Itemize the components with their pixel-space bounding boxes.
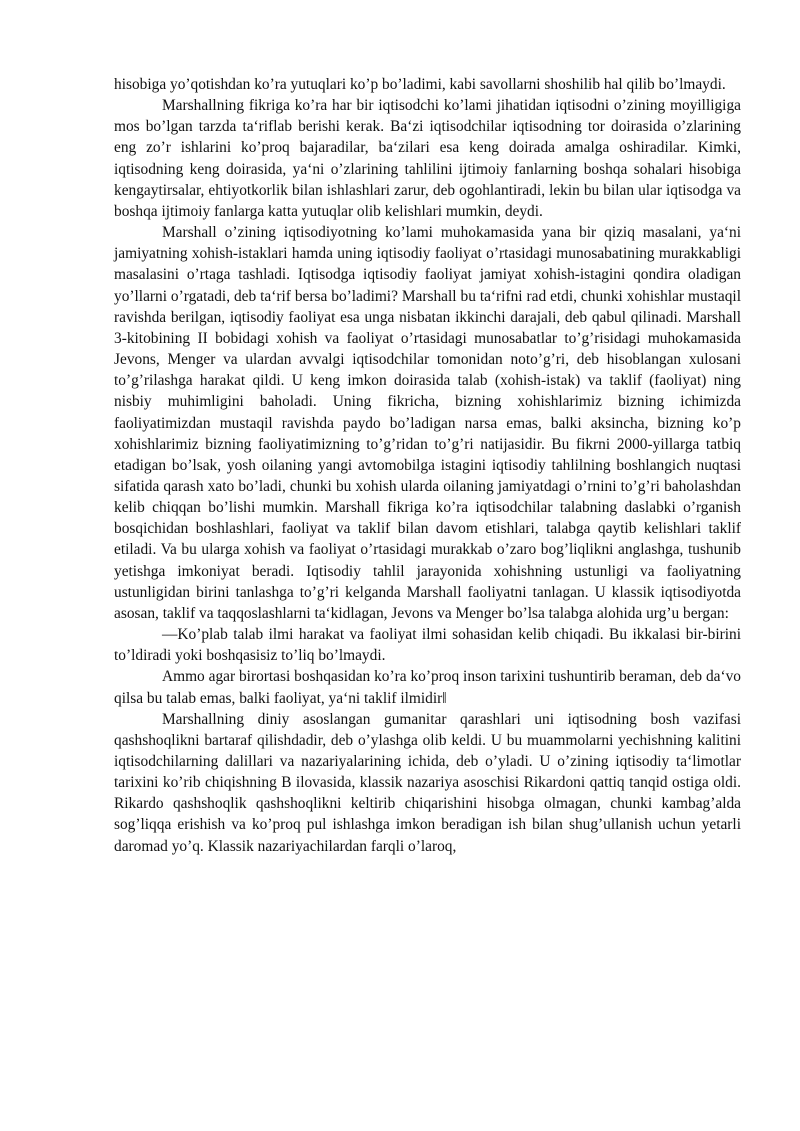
paragraph-continuation: hisobiga yo’qotishdan ko’ra yutuqlari ko’p bo’ladimi, kabi savollarni shoshilib hal qilib bo’lmaydi. [114, 76, 726, 93]
paragraph-wants-activities: Marshall o’zining iqtisodiyotning ko’lami muhokamasida yana bir qiziq masalani, ya‘ni jamiyatning xohish-istaklari hamda uning iqtisodiy faoliyat o’rtasidagi munosabatining murakkabligi masalasini o’rtaga tashladi. Iqtisodga iqtisodiy faoliyat jamiyat xohish-istagini qondira oladigan yo’llarni o’rgatadi, deb ta‘rif bersa bo’ladimi? Marshall bu ta‘rifni rad etdi, chunki xohishlar mustaqil ravishda berilgan, iqtisodiy faoliyat esa unga nisbatan ikkinchi darajali, deb qabul qilinadi. Marshall 3-kitobining II bobidagi xohish va faoliyat o’rtasidagi munosabatlar to’g’risidagi muhokamasida Jevons, Menger va ulardan avvalgi iqtisodchilar tomonidan noto’g’ri, deb hisoblangan xulosani to’g’rilashga harakat qildi. U keng imkon doirasida talab (xohish-istak) va taklif (faoliyat) ning nisbiy muhimligini baholadi. Uning fikricha, bizning xohishlarimiz bizning ichimizda faoliyatimizdan mustaqil ravishda paydo bo’ladigan narsa emas, balki aksincha, bizning ko’p xohishlarimiz bizning faoliyatimizning to’g’ridan to’g’ri natijasidir. Bu fikrni 2000-yillarga tatbiq etadigan bo’lsak, yosh oilaning yangi avtomobilga istagini iqtisodiy tahlilning boshlangich nuqtasi sifatida qarash xato bo’ladi, chunki bu xohish ularda oilaning jamiyatdagi o’rnini to’g’ri baholashdan kelib chiqqan bo’lishi mumkin. Marshall fikriga ko’ra iqtisodchilar talabning daslabki o’rganish bosqichidan boshlashlari, faoliyat va taklif bilan davom etishlari, talabga qaytib kelishlari taklif etiladi. Va bu ularga xohish va faoliyat o’rtasidagi murakkab o’zaro bog’liqlikni anglashga, tushunib yetishga imkoniyat beradi. Iqtisodiy tahlil jarayonida xohishning ustunligi va faoliyatning ustunligidan birini tanlashga to’g’ri kelganda Marshall faoliyatni tanlagan. U klassik iqtisodiyotda asosan, taklif va taqqoslashlarni ta‘kidlagan, Jevons va Menger bo’lsa talabga alohida urg’u bergan: [114, 224, 741, 622]
paragraph-poverty: Marshallning diniy asoslangan gumanitar qarashlari uni iqtisodning bosh vazifasi qashshoqlikni bartaraf qilishdadir, deb o’ylashga olib keldi. U bu muammolarni yechishning kalitini iqtisodchilarning dalillari va nazariyalarining ichida, deb o’yladi. U o’zining iqtisodiy ta‘limotlar tarixini ko’rib chiqishning B ilovasida, klassik nazariya asoschisi Rikardoni qattiq tanqid ostiga oldi. Rikardo qashshoqlik qashshoqlikni keltirib chiqarishini hisobga olmagan, chunki kambag’alda sog’liqqa erishish va ko’proq pul ishlashga imkon beradigan ish bilan shug’ullanish uchun yetarli daromad yo’q. Klassik nazariyachilardan farqli o’laroq, [114, 710, 741, 855]
document-page [114, 74, 741, 857]
paragraph-quote-continued: Ammo agar birortasi boshqasidan ko’ra ko’proq inson tarixini tushuntirib beraman, deb da‘vo qilsa bu talab emas, balki faoliyat, ya‘ni taklif ilmidir‖ [114, 668, 741, 707]
paragraph-quote: ―Ko’plab talab ilmi harakat va faoliyat ilmi sohasidan kelib chiqadi. Bu ikkalasi bir-birini to’ldiradi yoki boshqasisiz to’liq bo’lmaydi. [114, 626, 741, 665]
paragraph-economics-scope: Marshallning fikriga ko’ra har bir iqtisodchi ko’lami jihatidan iqtisodni o’zining moyilligiga mos bo’lgan tarzda ta‘riflab berishi kerak. Ba‘zi iqtisodchilar iqtisodning tor doirasida o’zlarining eng zo’r ishlarini ko’proq bajaradilar, ba‘zilari esa keng doirada amalga oshiradilar. Kimki, iqtisodning keng doirasida, ya‘ni o’zlarining tahlilini ijtimoiy fanlarning boshqa sohalari hisobiga kengaytirsalar, ehtiyotkorlik bilan ishlashlari zarur, deb ogohlantiradi, lekin bu bilan ular iqtisodga va boshqa ijtimoiy fanlarga katta yutuqlar olib kelishlari mumkin, deydi. [114, 97, 741, 220]
